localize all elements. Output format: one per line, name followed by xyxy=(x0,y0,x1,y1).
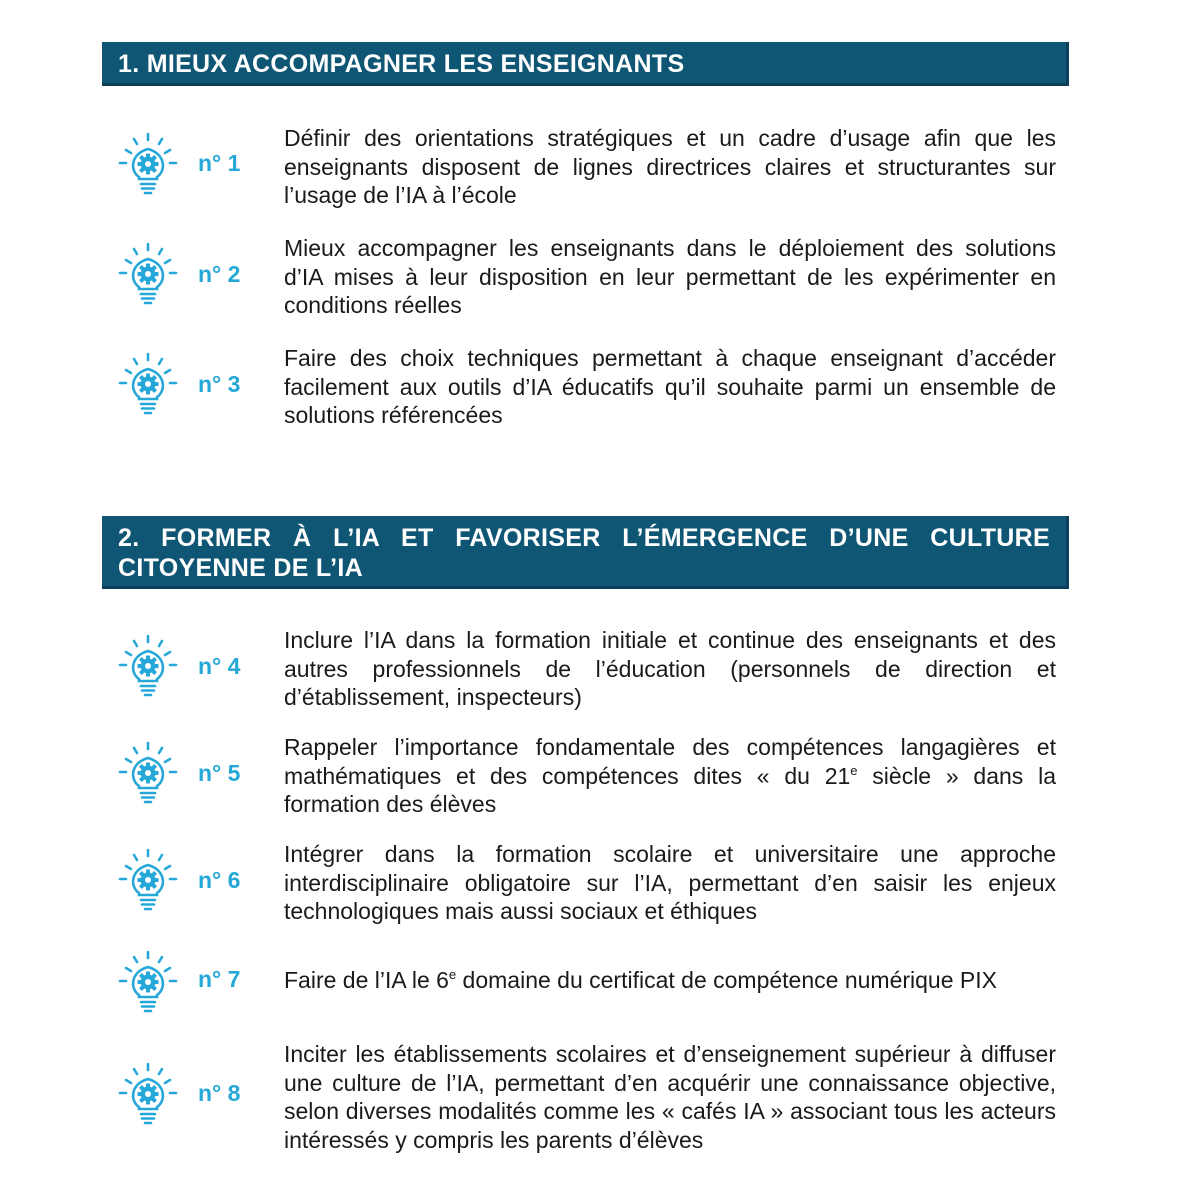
item-number: n° 4 xyxy=(198,653,241,679)
lightbulb-gear-icon xyxy=(118,242,178,306)
item-text-part: Faire de l’IA le 6 xyxy=(284,967,449,993)
recommendation-item xyxy=(110,966,1060,1006)
recommendation-item xyxy=(110,840,1060,926)
lightbulb-gear-icon xyxy=(118,950,178,1014)
item-number: n° 8 xyxy=(198,1080,241,1106)
lightbulb-gear-icon xyxy=(118,741,178,805)
section-header-1 xyxy=(102,42,1069,86)
item-text: Inclure l’IA dans la formation initiale et continue des enseignants et des autres professionnels de l’éducation (personnels de direction et d’établissement, inspecteurs) xyxy=(284,627,1056,710)
section-title: 2. FORMER À L’IA ET FAVORISER L’ÉMERGENCE D’UNE CULTURE CITOYENNE DE L’IA xyxy=(118,524,1050,582)
section-header-2 xyxy=(102,516,1069,589)
item-text-part: siècle » dans la formation des élèves xyxy=(284,762,1056,817)
lightbulb-gear-icon xyxy=(118,848,178,912)
lightbulb-gear-icon xyxy=(118,352,178,416)
item-text: Faire des choix techniques permettant à chaque enseignant d’accéder facilement aux outils d’IA éducatifs qu’il souhaite parmi un ensemble de solutions référencées xyxy=(284,345,1056,428)
item-text-part: Rappeler l’importance fondamentale des compétences langagières et mathématiques et des compétences dites « du 21 xyxy=(284,734,1056,789)
recommendation-item xyxy=(110,344,1060,430)
recommendation-item xyxy=(110,124,1060,210)
item-text: Intégrer dans la formation scolaire et universitaire une approche interdisciplinaire obligatoire sur l’IA, permettant d’en saisir les enjeux technologiques mais aussi sociaux et éthiques xyxy=(284,841,1056,924)
recommendation-item xyxy=(110,733,1060,819)
item-text: Mieux accompagner les enseignants dans le déploiement des solutions d’IA mises à leur disposition en leur permettant de les expérimenter en conditions réelles xyxy=(284,235,1056,318)
item-number: n° 7 xyxy=(198,966,241,992)
item-text: Inciter les établissements scolaires et d’enseignement supérieur à diffuser une culture de l’IA, permettant d’en acquérir une connaissance objective, selon diverses modalités comme les « cafés IA » associant tous les acteurs intéressés y compris les parents d’élèves xyxy=(284,1041,1056,1153)
item-text xyxy=(284,966,1056,995)
item-text xyxy=(284,733,1056,819)
lightbulb-gear-icon xyxy=(118,132,178,196)
lightbulb-gear-icon xyxy=(118,1062,178,1126)
section-title: 1. MIEUX ACCOMPAGNER LES ENSEIGNANTS xyxy=(118,50,685,78)
recommendation-item xyxy=(110,234,1060,320)
recommendation-item xyxy=(110,626,1060,712)
item-number: n° 6 xyxy=(198,867,241,893)
lightbulb-gear-icon xyxy=(118,634,178,698)
item-text: Définir des orientations stratégiques et un cadre d’usage afin que les enseignants disposent de lignes directrices claires et structurantes sur l’usage de l’IA à l’école xyxy=(284,125,1056,208)
superscript: e xyxy=(448,967,457,982)
superscript: e xyxy=(850,762,858,778)
item-number: n° 3 xyxy=(198,371,241,397)
item-number: n° 2 xyxy=(198,261,241,287)
item-number: n° 1 xyxy=(198,150,241,176)
item-number: n° 5 xyxy=(198,760,241,786)
recommendation-item xyxy=(110,1040,1060,1155)
item-text-part: domaine du certificat de compétence numérique PIX xyxy=(456,967,997,993)
